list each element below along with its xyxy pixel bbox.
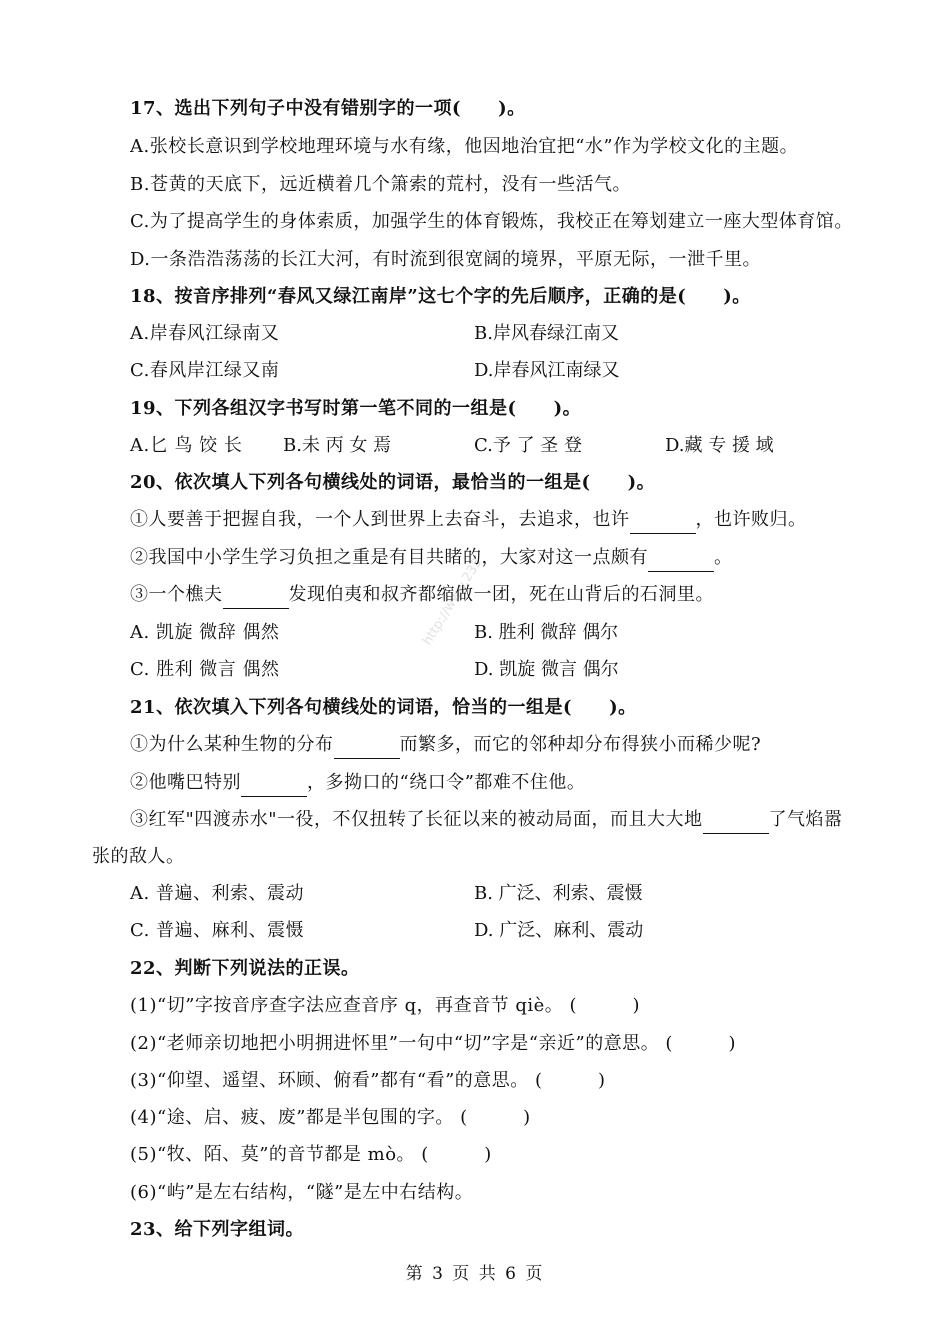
question-19-option-a: A.匕 鸟 饺 长 [130,435,243,456]
sentence-text: ②他嘴巴特别 [130,772,241,793]
sentence-text: ，多拗口的“绕口令”都难不住他。 [307,772,586,793]
question-20-option-d: D. 凯旋 微言 偶尔 [474,659,619,680]
question-17-option-d: D.一条浩浩荡荡的长江大河，有时流到很宽阔的境界，平原无际，一泄千里。 [130,249,762,270]
sentence-text: ③一个樵夫 [130,584,223,605]
question-22-title: 22、判断下列说法的正误。 [130,958,360,979]
answer-blank [334,732,400,759]
question-20-option-c: C. 胜利 微言 偶然 [130,659,280,680]
question-18-option-b: B.岸风春绿江南又 [474,323,619,344]
question-17-title: 17、选出下列句子中没有错别字的一项( )。 [130,98,526,119]
question-18-title: 18、按音序排列“春风又绿江南岸”这七个字的先后顺序，正确的是( )。 [130,286,751,307]
question-21-sentence-2 [130,770,585,797]
question-22-item-4: (4)“途、启、疲、废”都是半包围的字。 ( ) [130,1107,531,1128]
question-18-option-d: D.岸春风江南绿又 [474,360,620,381]
question-21-option-c: C. 普遍、麻利、震慑 [130,920,305,941]
sentence-text: ①为什么某种生物的分布 [130,734,334,755]
sentence-text: 发现伯夷和叔齐都缩做一团，死在山背后的石洞里。 [288,584,714,605]
question-17-option-c: C.为了提高学生的身体索质，加强学生的体育锻炼，我校正在筹划建立一座大型体育馆。 [130,211,853,232]
question-18-option-a: A.岸春风江绿南又 [130,323,280,344]
question-18-option-c: C.春风岸江绿又南 [130,360,280,381]
question-17-option-a: A.张校长意识到学校地理环境与水有缘，他因地治宜把“水”作为学校文化的主题。 [130,136,799,157]
question-22-item-5: (5)“牧、陌、莫”的音节都是 mò。 ( ) [130,1144,492,1165]
question-22-item-3: (3)“仰望、遥望、环顾、俯看”都有“看”的意思。 ( ) [130,1070,606,1091]
question-21-sentence-1 [130,732,761,759]
question-21-sentence-3 [130,807,843,834]
question-22-item-2: (2)“老师亲切地把小明拥进怀里”一句中“切”字是“亲近”的意思。 ( ) [130,1033,736,1054]
question-17-option-b: B.苍黄的天底下，远近横着几个箫索的荒村，没有一些活气。 [130,174,631,195]
question-19-title: 19、下列各组汉字书写时第一笔不同的一组是( )。 [130,398,582,419]
question-21-option-b: B. 广泛、利索、震慑 [474,883,643,904]
question-21-title: 21、依次填入下列各句横线处的词语，恰当的一组是( )。 [130,697,637,718]
question-20-sentence-2 [130,545,733,572]
sentence-text: 而繁多，而它的邻种却分布得狭小而稀少呢? [399,734,762,755]
question-20-sentence-3 [130,582,714,609]
question-20-option-b: B. 胜利 微辞 偶尔 [474,622,619,643]
sentence-text: 。 [714,547,733,568]
question-22-item-1: (1)“切”字按音序查字法应查音序 q，再查音节 qiè。 ( ) [130,995,641,1016]
question-21-option-d: D. 广泛、麻利、震动 [474,920,644,941]
sentence-text: ①人要善于把握自我，一个人到世界上去奋斗，去追求，也许 [130,509,630,530]
question-22-item-6: (6)“屿”是左右结构，“隧”是左中右结构。 [130,1182,474,1203]
answer-blank [703,807,769,834]
answer-blank [648,545,714,572]
question-19-option-c: C.予 了 圣 登 [474,435,583,456]
answer-blank [630,507,696,534]
question-21-sentence-3-continued: 张的敌人。 [92,846,185,867]
question-20-title: 20、依次填人下列各句横线处的词语，最恰当的一组是( )。 [130,472,656,493]
sentence-text: ，也许败归。 [695,509,807,530]
watermark: http://www.233 [420,555,486,648]
question-20-option-a: A. 凯旋 微辞 偶然 [130,622,280,643]
question-20-sentence-1 [130,507,807,534]
question-23-title: 23、给下列字组词。 [130,1219,305,1240]
question-21-option-a: A. 普遍、利索、震动 [130,883,304,904]
sentence-text: ③红军"四渡赤水"一役，不仅扭转了长征以来的被动局面，而且大大地 [130,809,703,830]
sentence-text: ②我国中小学生学习负担之重是有目共睹的，大家对这一点颇有 [130,547,648,568]
sentence-text: 了气焰嚣 [768,809,843,830]
page-number-footer: 第 3 页 共 6 页 [405,1264,545,1284]
answer-blank [241,770,307,797]
answer-blank [223,582,289,609]
question-19-option-b: B.未 丙 女 焉 [283,435,392,456]
question-19-option-d: D.藏 专 援 域 [665,435,774,456]
